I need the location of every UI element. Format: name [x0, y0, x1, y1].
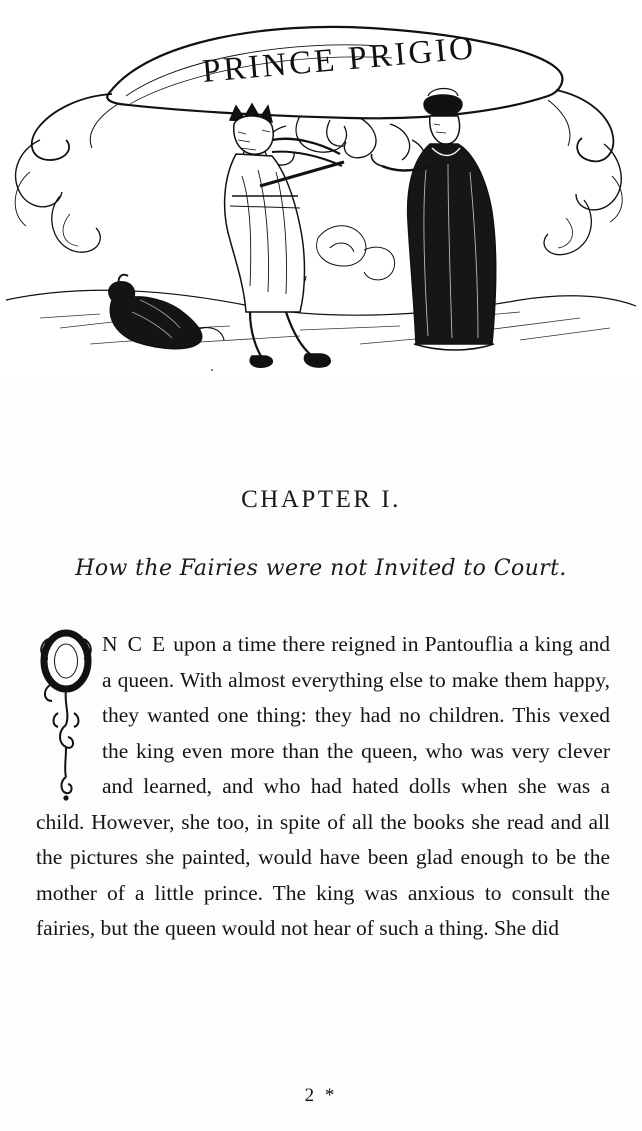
svg-text:PRINCE PRIGIO: PRINCE PRIGIO — [200, 30, 478, 90]
chapter-body — [36, 627, 610, 947]
decorated-dropcap-O — [36, 627, 98, 802]
prince-prigio-engraving — [0, 0, 642, 382]
opening-paragraph — [36, 627, 610, 947]
chapter-heading: CHAPTER I. — [241, 486, 401, 513]
paragraph-text: upon a time there reigned in Pantouflia a king and a queen. With almost everything else to make them happy, they wanted one thing: they had no children. This vexed the king even more than the queen, who was very clever and learned, and who had hated dolls when she was a child. However, she too, in spite of all the books she read and all the pictures she painted, would have been glad enough to be the mother of a little prince. The king was anxious to consult the fairies, but the queen would not hear of such a thing. She did — [36, 632, 610, 940]
page-folio: 2 * — [304, 1085, 338, 1106]
paragraph-lead-words: N C E — [102, 632, 168, 656]
chapter-headpiece-illustration — [0, 0, 642, 382]
chapter-subtitle: How the Fairies were not Invited to Court. — [75, 556, 567, 581]
